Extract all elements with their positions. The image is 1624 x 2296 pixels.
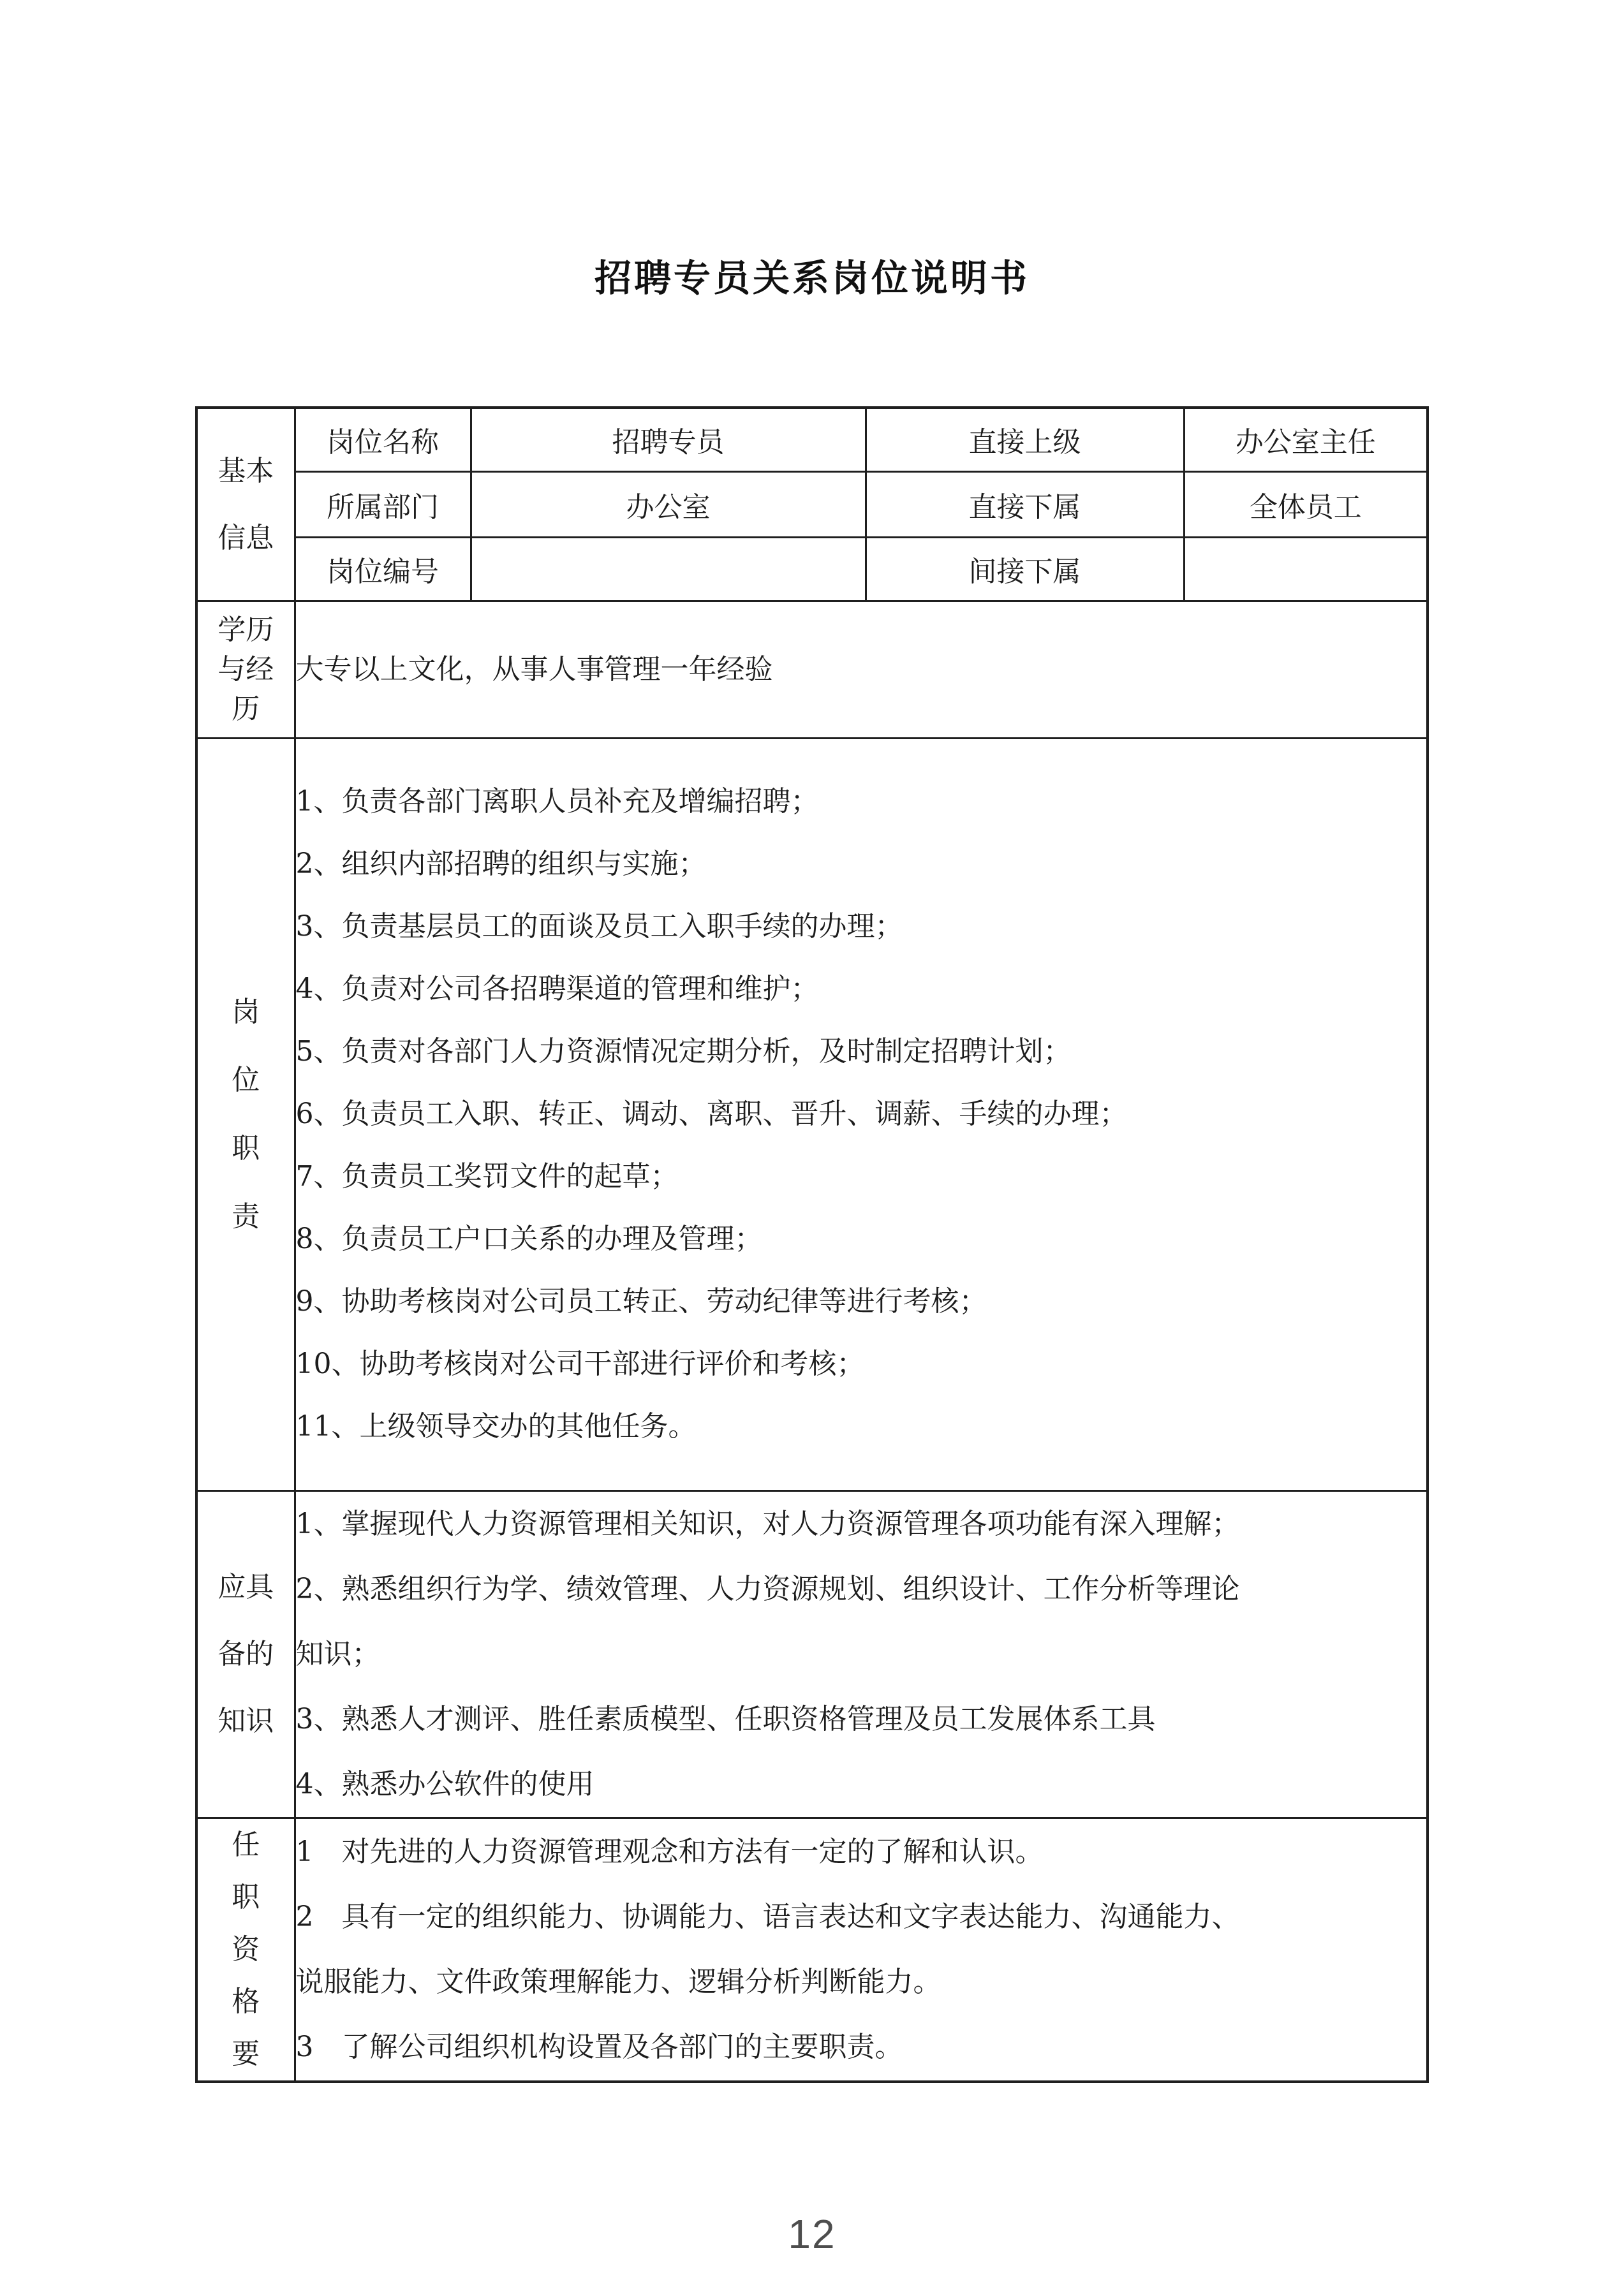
- section-header-knowledge: [196, 1490, 295, 1818]
- field-label-direct-subordinates: 直接下属: [866, 471, 1184, 537]
- education-content: 大专以上文化，从事人事管理一年经验: [295, 601, 1428, 738]
- table-row: [196, 1818, 1428, 2082]
- header-line: 任: [232, 1828, 260, 1861]
- table-row: [196, 601, 1428, 738]
- field-value-department: 办公室: [471, 471, 866, 537]
- page-title: 招聘专员关系岗位说明书: [594, 256, 1030, 300]
- section-header-duties: [196, 738, 295, 1490]
- table-row: [196, 471, 1428, 537]
- field-value-direct-superior: 办公室主任: [1184, 408, 1428, 471]
- field-label-position-name: 岗位名称: [295, 408, 471, 471]
- table-row: [196, 738, 1428, 1490]
- field-value-position-name: 招聘专员: [471, 408, 866, 471]
- header-line: 资: [232, 1932, 260, 1966]
- header-line: 岗: [232, 996, 260, 1028]
- duty-item: 2、组织内部招聘的组织与实施；: [295, 848, 707, 880]
- header-line: 基本: [218, 454, 274, 487]
- knowledge-item: 3、熟悉人才测评、胜任素质模型、任职资格管理及员工发展体系工具: [295, 1702, 1156, 1735]
- field-value-direct-subordinates: 全体员工: [1184, 471, 1428, 537]
- duty-item: 6、负责员工入职、转正、调动、离职、晋升、调薪、手续的办理；: [295, 1098, 1128, 1130]
- duty-item: 9、协助考核岗对公司员工转正、劳动纪律等进行考核；: [295, 1285, 987, 1318]
- duty-item: 7、负责员工奖罚文件的起草；: [295, 1160, 679, 1193]
- job-description-table: [195, 406, 1429, 2083]
- qualification-item: 2 具有一定的组织能力、协调能力、语言表达和文字表达能力、沟通能力、: [295, 1900, 1240, 1933]
- table-row: [196, 1490, 1428, 1818]
- header-line: 职: [232, 1132, 260, 1165]
- duties-content: [295, 738, 1428, 1490]
- field-label-position-number: 岗位编号: [295, 537, 471, 601]
- duty-item: 8、负责员工户口关系的办理及管理；: [295, 1223, 763, 1255]
- field-label-indirect-subordinates: 间接下属: [866, 537, 1184, 601]
- knowledge-item-wrap: 知识；: [295, 1637, 380, 1670]
- header-line: 位: [232, 1064, 260, 1096]
- page-number: 12: [788, 2211, 836, 2257]
- qualification-item: 1 对先进的人力资源管理观念和方法有一定的了解和认识。: [295, 1835, 1044, 1868]
- header-line: 信息: [218, 521, 274, 554]
- section-header-basic-info: [196, 408, 295, 601]
- knowledge-item: 2、熟悉组织行为学、绩效管理、人力资源规划、组织设计、工作分析等理论: [295, 1572, 1240, 1605]
- header-line: 应具: [218, 1571, 274, 1603]
- qualification-item-wrap: 说服能力、文件政策理解能力、逻辑分析判断能力。: [295, 1965, 941, 1998]
- duty-item: 1、负责各部门离职人员补充及增编招聘；: [295, 785, 819, 818]
- qualification-item: 3 了解公司组织机构设置及各部门的主要职责。: [295, 2030, 903, 2063]
- field-value-indirect-subordinates: [1184, 537, 1428, 601]
- duty-item: 5、负责对各部门人力资源情况定期分析，及时制定招聘计划；: [295, 1035, 1072, 1068]
- qualifications-content: [295, 1818, 1428, 2082]
- header-line: 备的: [218, 1638, 274, 1670]
- header-line: 历: [232, 692, 260, 725]
- header-line: 知识: [218, 1705, 274, 1737]
- field-label-department: 所属部门: [295, 471, 471, 537]
- section-header-qualifications: [196, 1818, 295, 2082]
- table-row: [196, 408, 1428, 471]
- header-line: 职: [232, 1880, 260, 1913]
- header-line: 责: [232, 1200, 260, 1233]
- field-value-position-number: [471, 537, 866, 601]
- duty-item: 10、协助考核岗对公司干部进行评价和考核；: [295, 1348, 865, 1380]
- knowledge-item: 1、掌握现代人力资源管理相关知识，对人力资源管理各项功能有深入理解；: [295, 1507, 1240, 1540]
- header-line: 格: [232, 1985, 260, 2018]
- field-label-direct-superior: 直接上级: [866, 408, 1184, 471]
- knowledge-content: [295, 1490, 1428, 1818]
- knowledge-item: 4、熟悉办公软件的使用: [295, 1767, 594, 1800]
- header-line: 学历: [218, 613, 274, 646]
- duty-item: 11、上级领导交办的其他任务。: [295, 1410, 697, 1443]
- header-line: 与经: [218, 652, 274, 686]
- duty-item: 4、负责对公司各招聘渠道的管理和维护；: [295, 973, 819, 1005]
- header-line: 要: [232, 2037, 260, 2070]
- table-row: [196, 537, 1428, 601]
- duty-item: 3、负责基层员工的面谈及员工入职手续的办理；: [295, 910, 903, 943]
- section-header-education: [196, 601, 295, 738]
